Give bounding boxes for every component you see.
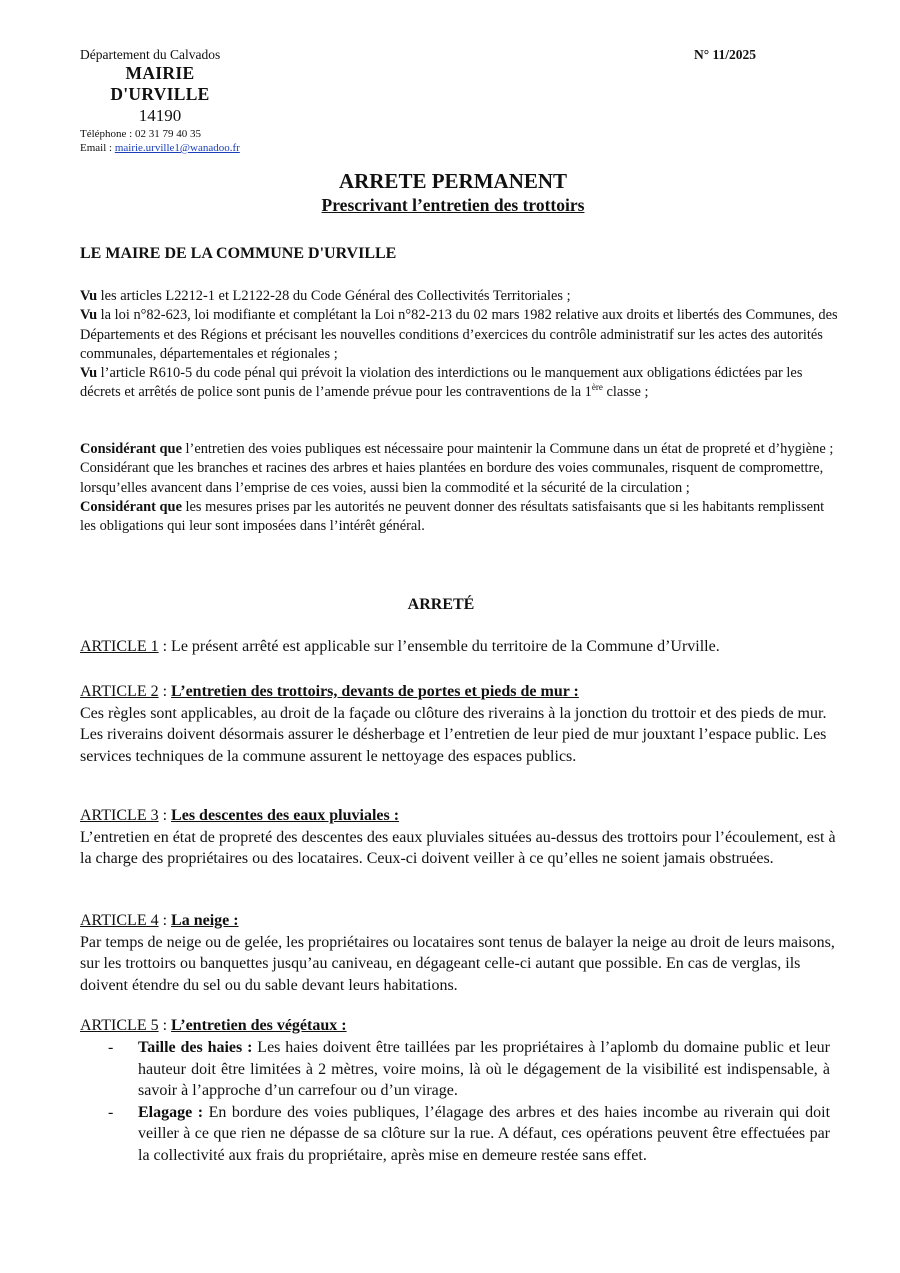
list-item [80,1037,830,1102]
dash-bullet: - [108,1039,114,1056]
considerations-section [80,440,840,536]
visa-item [80,306,840,364]
list-item-body: En bordure des voies publiques, l’élagage des arbres et des haies incombe au riverain qui doit veiller à ce que rien ne dépasse de sa clôture sur la rue. A défaut, ces opérations peuvent être effectuées par la collectivité aux frais du propriétaire, après mise en demeure restée sans effet. [138,1103,831,1164]
article-1-line [80,636,846,658]
maire-heading: LE MAIRE DE LA COMMUNE D'URVILLE [80,245,397,262]
article-5 [80,1015,846,1037]
letterhead [80,46,280,155]
page-title: ARRETE PERMANENT [338,169,568,193]
article-separator: : [158,1017,172,1034]
article-3 [80,805,846,870]
list-item-text [109,1102,830,1167]
consideration-text: l’entretien des voies publiques est nécessaire pour maintenir la Commune dans un état de propreté et d’hygiène ; [181,441,834,457]
consideration-lead: Considérant que [80,441,182,457]
article-title: L’entretien des végétaux : [171,1017,347,1034]
email-label: Email : [80,142,115,154]
visa-text: l’article R610-5 du code pénal qui prévoit la violation des interdictions ou le manquement aux obligations édictées par les décrets et arrêtés de police sont punis de l’amende prévue pour les contraventions de la 1 [80,365,803,401]
phone-number: 02 31 79 40 35 [134,128,201,140]
list-item-text [109,1037,830,1102]
title-block [0,168,900,216]
email-line [80,141,280,155]
article-label: ARTICLE 5 [80,1017,159,1034]
article-heading [80,805,846,827]
article-separator: : [158,638,172,655]
visa-item [80,287,840,306]
visa-item [80,364,840,403]
article-heading [80,681,846,703]
article-separator: : [158,683,172,700]
mairie-label: MAIRIE [125,63,195,83]
list-item-term: Elagage : [138,1103,204,1121]
department-line: Département du Calvados [80,47,221,62]
list-item [80,1102,830,1167]
consideration-lead: Considérant que [80,498,182,515]
consideration-text: Considérant que les branches et racines des arbres et haies plantées en bordure des voies communales, risquent de compromettre, lorsqu’elles avancent dans l’emprise de ces voies, aussi bien la commodité et la sécurité de la circulation ; [80,460,824,496]
visa-lead: Vu [80,307,98,324]
article-2 [80,681,846,767]
visas-section [80,287,840,403]
email-link[interactable]: mairie.urville1@wanadoo.fr [114,142,240,154]
article-title: La neige : [171,912,239,929]
article-heading [80,910,846,932]
visa-lead: Vu [80,288,98,304]
article-separator: : [158,807,172,824]
article-body: Ces règles sont applicables, au droit de la façade ou clôture des riverains à la jonction du trottoir et des pieds de mur. Les riverains doivent désormais assurer le désherbage et l’entretien de leur pied de mur jouxtant l’espace public. Les services techniques de la commune assurent le nettoyage des espaces publics. [80,704,827,765]
article-label: ARTICLE 4 [80,912,159,929]
article-body: Par temps de neige ou de gelée, les propriétaires ou locataires sont tenus de balayer la neige au droit de leurs maisons, sur les trottoirs ou banquettes jusqu’au caniveau, en dégageant celle-ci autant que possible. En cas de verglas, ils doivent étendre du sel ou du sable devant leurs habitations. [80,933,835,994]
visa-text: les articles L2212-1 et L2122-28 du Code Général des Collectivités Territoriales ; [97,288,571,304]
list-item-body: Les haies doivent être taillées par les propriétaires à l’aplomb du domaine public et leur hauteur doit être limitées à 2 mètres, voire moins, là où le dégagement de la visibilité est indispensable, à savoir à l’approche d’un carrefour ou d’un virage. [138,1039,831,1099]
visa-lead: Vu [80,365,98,382]
list-item-term: Taille des haies : [138,1039,253,1056]
consideration-item [80,459,840,498]
consideration-text: les mesures prises par les autorités ne peuvent donner des résultats satisfaisants que si les habitants remplissent les obligations qui leur sont imposées dans l’intérêt général. [80,498,825,535]
visa-text: la loi n°82-623, loi modifiante et complétant la Loi n°82-213 du 02 mars 1982 relative aux droits et libertés des Communes, des Départements et des Régions et précisant les nouvelles conditions d’exercices du contrôle administratif sur les actes des autorités communales, départementales et régionales ; [80,307,838,362]
arrete-heading: ARRETÉ [407,596,475,613]
article-label: ARTICLE 1 [80,638,159,655]
article-title: Les descentes des eaux pluviales : [171,807,400,824]
article-label: ARTICLE 2 [80,683,159,700]
article-4 [80,910,846,996]
decree-number: N° 11/2025 [694,47,757,62]
visa-text-tail: classe ; [602,384,649,401]
dash-bullet: - [108,1103,114,1121]
phone-label: Téléphone : [80,128,135,140]
commune-name: D'URVILLE [110,84,210,104]
article-title: L’entretien des trottoirs, devants de portes et pieds de mur : [171,683,579,700]
consideration-item [80,440,840,459]
article-body: L’entretien en état de propreté des descentes des eaux pluviales situées au-dessus des trottoirs pour l’écoulement, est à la charge des propriétaires ou des locataires. Ceux-ci doivent veiller à ce qu’elles ne soient jamais obstruées. [80,828,836,867]
article-label: ARTICLE 3 [80,807,159,824]
article-body: Le présent arrêté est applicable sur l’ensemble du territoire de la Commune d’Urville. [171,638,720,655]
article-5-list [80,1037,830,1166]
page-subtitle: Prescrivant l’entretien des trottoirs [321,195,585,215]
article-separator: : [158,912,172,929]
phone-line [80,127,280,141]
article-1 [80,636,846,658]
consideration-item [80,498,840,537]
ordinal-superscript: ère [591,382,603,393]
article-heading [80,1015,846,1037]
postal-code: 14190 [138,106,182,125]
